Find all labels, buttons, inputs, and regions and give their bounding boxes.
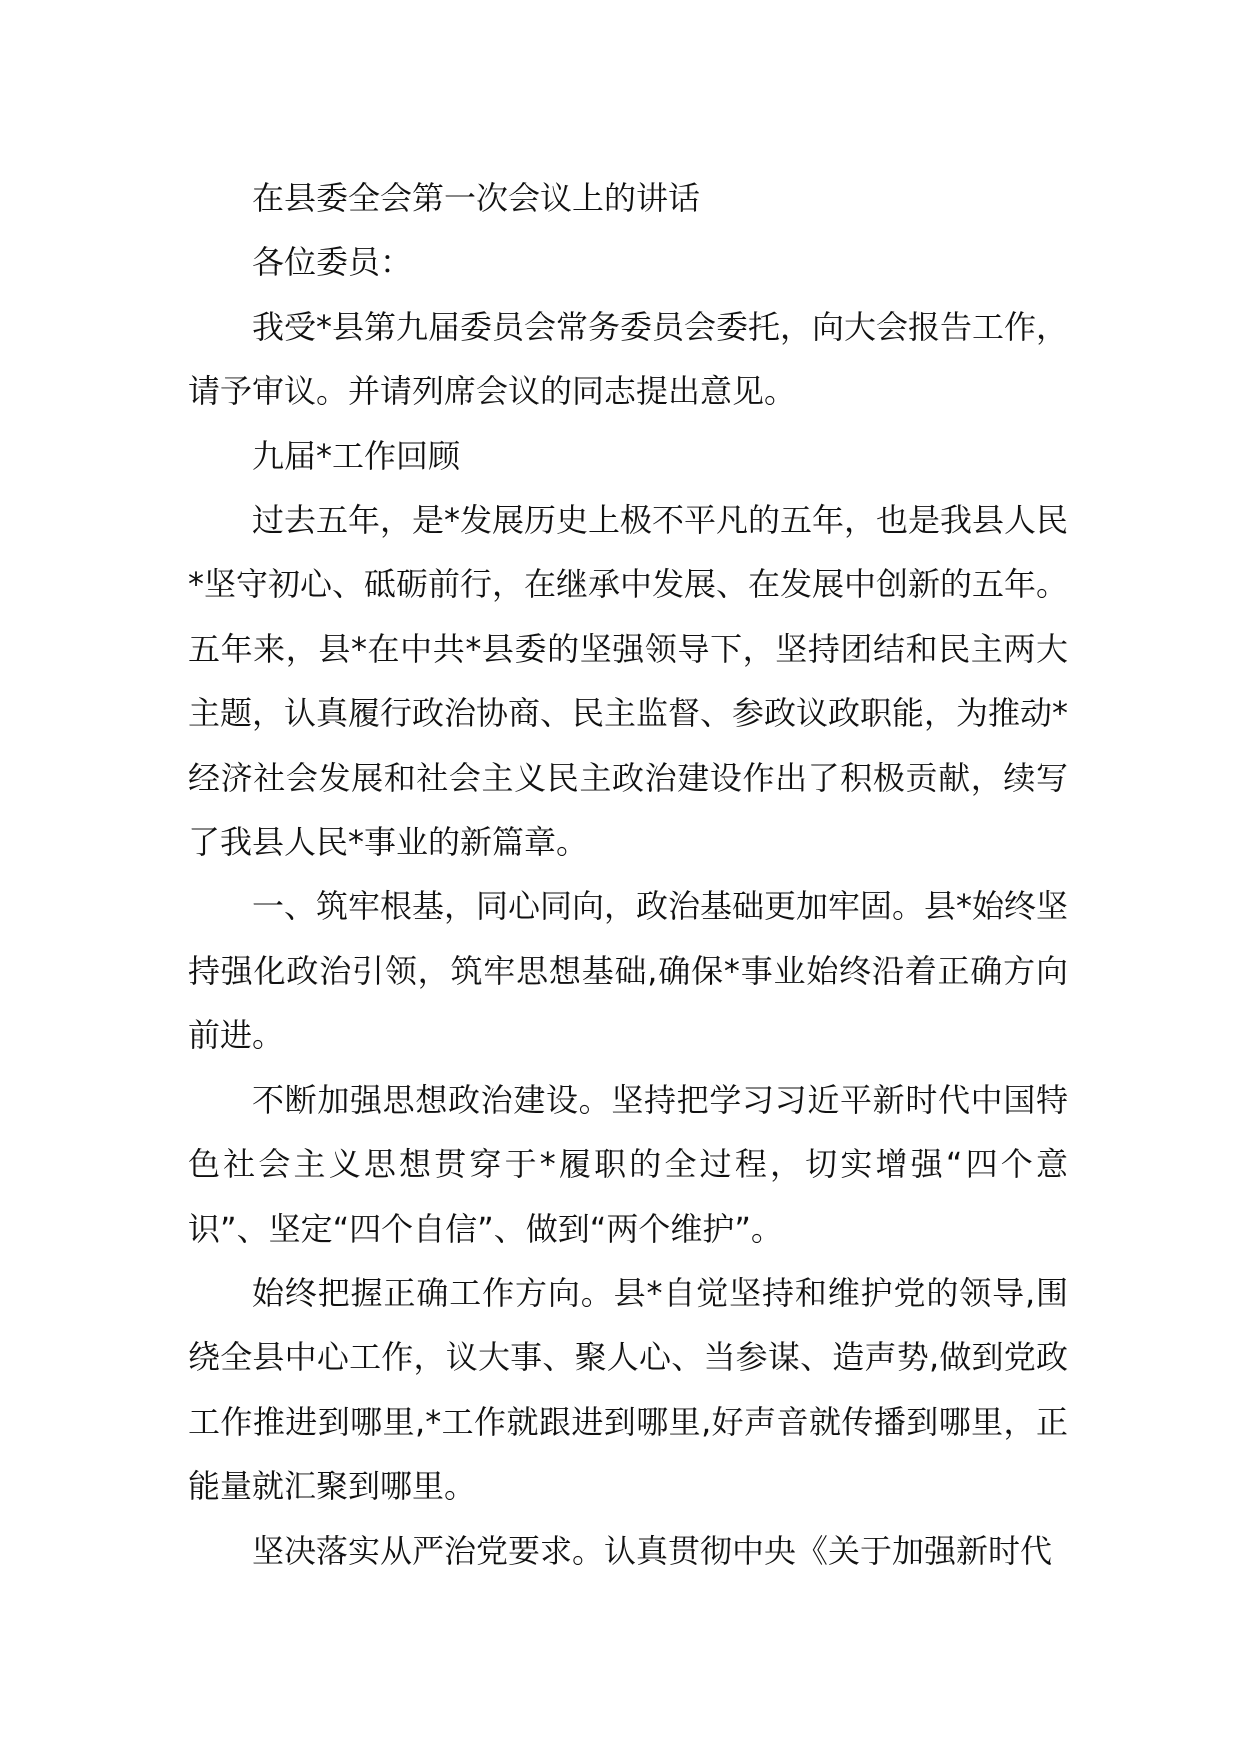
document-title: 在县委全会第一次会议上的讲话 bbox=[252, 179, 701, 217]
paragraph-6: 坚决落实从严治党要求。认真贯彻中央《关于加强新时代 bbox=[252, 1531, 1053, 1570]
section-heading: 九届*工作回顾 bbox=[252, 436, 461, 475]
salutation: 各位委员： bbox=[252, 243, 413, 282]
paragraph-5: 始终把握正确工作方向。县*自觉坚持和维护党的领导,围绕全县中心工作，议大事、聚人心、当参谋、造声势,做到党政工作推进到哪里,*工作就跟进到哪里,好声音就传播到哪里，正能量就汇聚到哪里。 bbox=[188, 1273, 1068, 1506]
paragraph-3: 一、筑牢根基，同心同向，政治基础更加牢固。县*始终坚持强化政治引领，筑牢思想基础,确保*事业始终沿着正确方向前进。 bbox=[188, 887, 1069, 1055]
paragraph-1: 我受*县第九届委员会常务委员会委托，向大会报告工作，请予审议。并请列席会议的同志提出意见。 bbox=[188, 307, 1069, 411]
paragraph-4: 不断加强思想政治建设。坚持把学习习近平新时代中国特色社会主义思想贯穿于*履职的全过程，切实增强“四个意识”、坚定“四个自信”、做到“两个维护”。 bbox=[188, 1080, 1068, 1248]
paragraph-2: 过去五年，是*发展历史上极不平凡的五年，也是我县人民*坚守初心、砥砺前行，在继承中发展、在发展中创新的五年。五年来，县*在中共*县委的坚强领导下，坚持团结和民主两大主题，认真履行政治协商、民主监督、参政议政职能，为推动*经济社会发展和社会主义民主政治建设作出了积极贡献，续写了我县人民*事业的新篇章。 bbox=[188, 501, 1069, 862]
document-body bbox=[188, 166, 1068, 1583]
